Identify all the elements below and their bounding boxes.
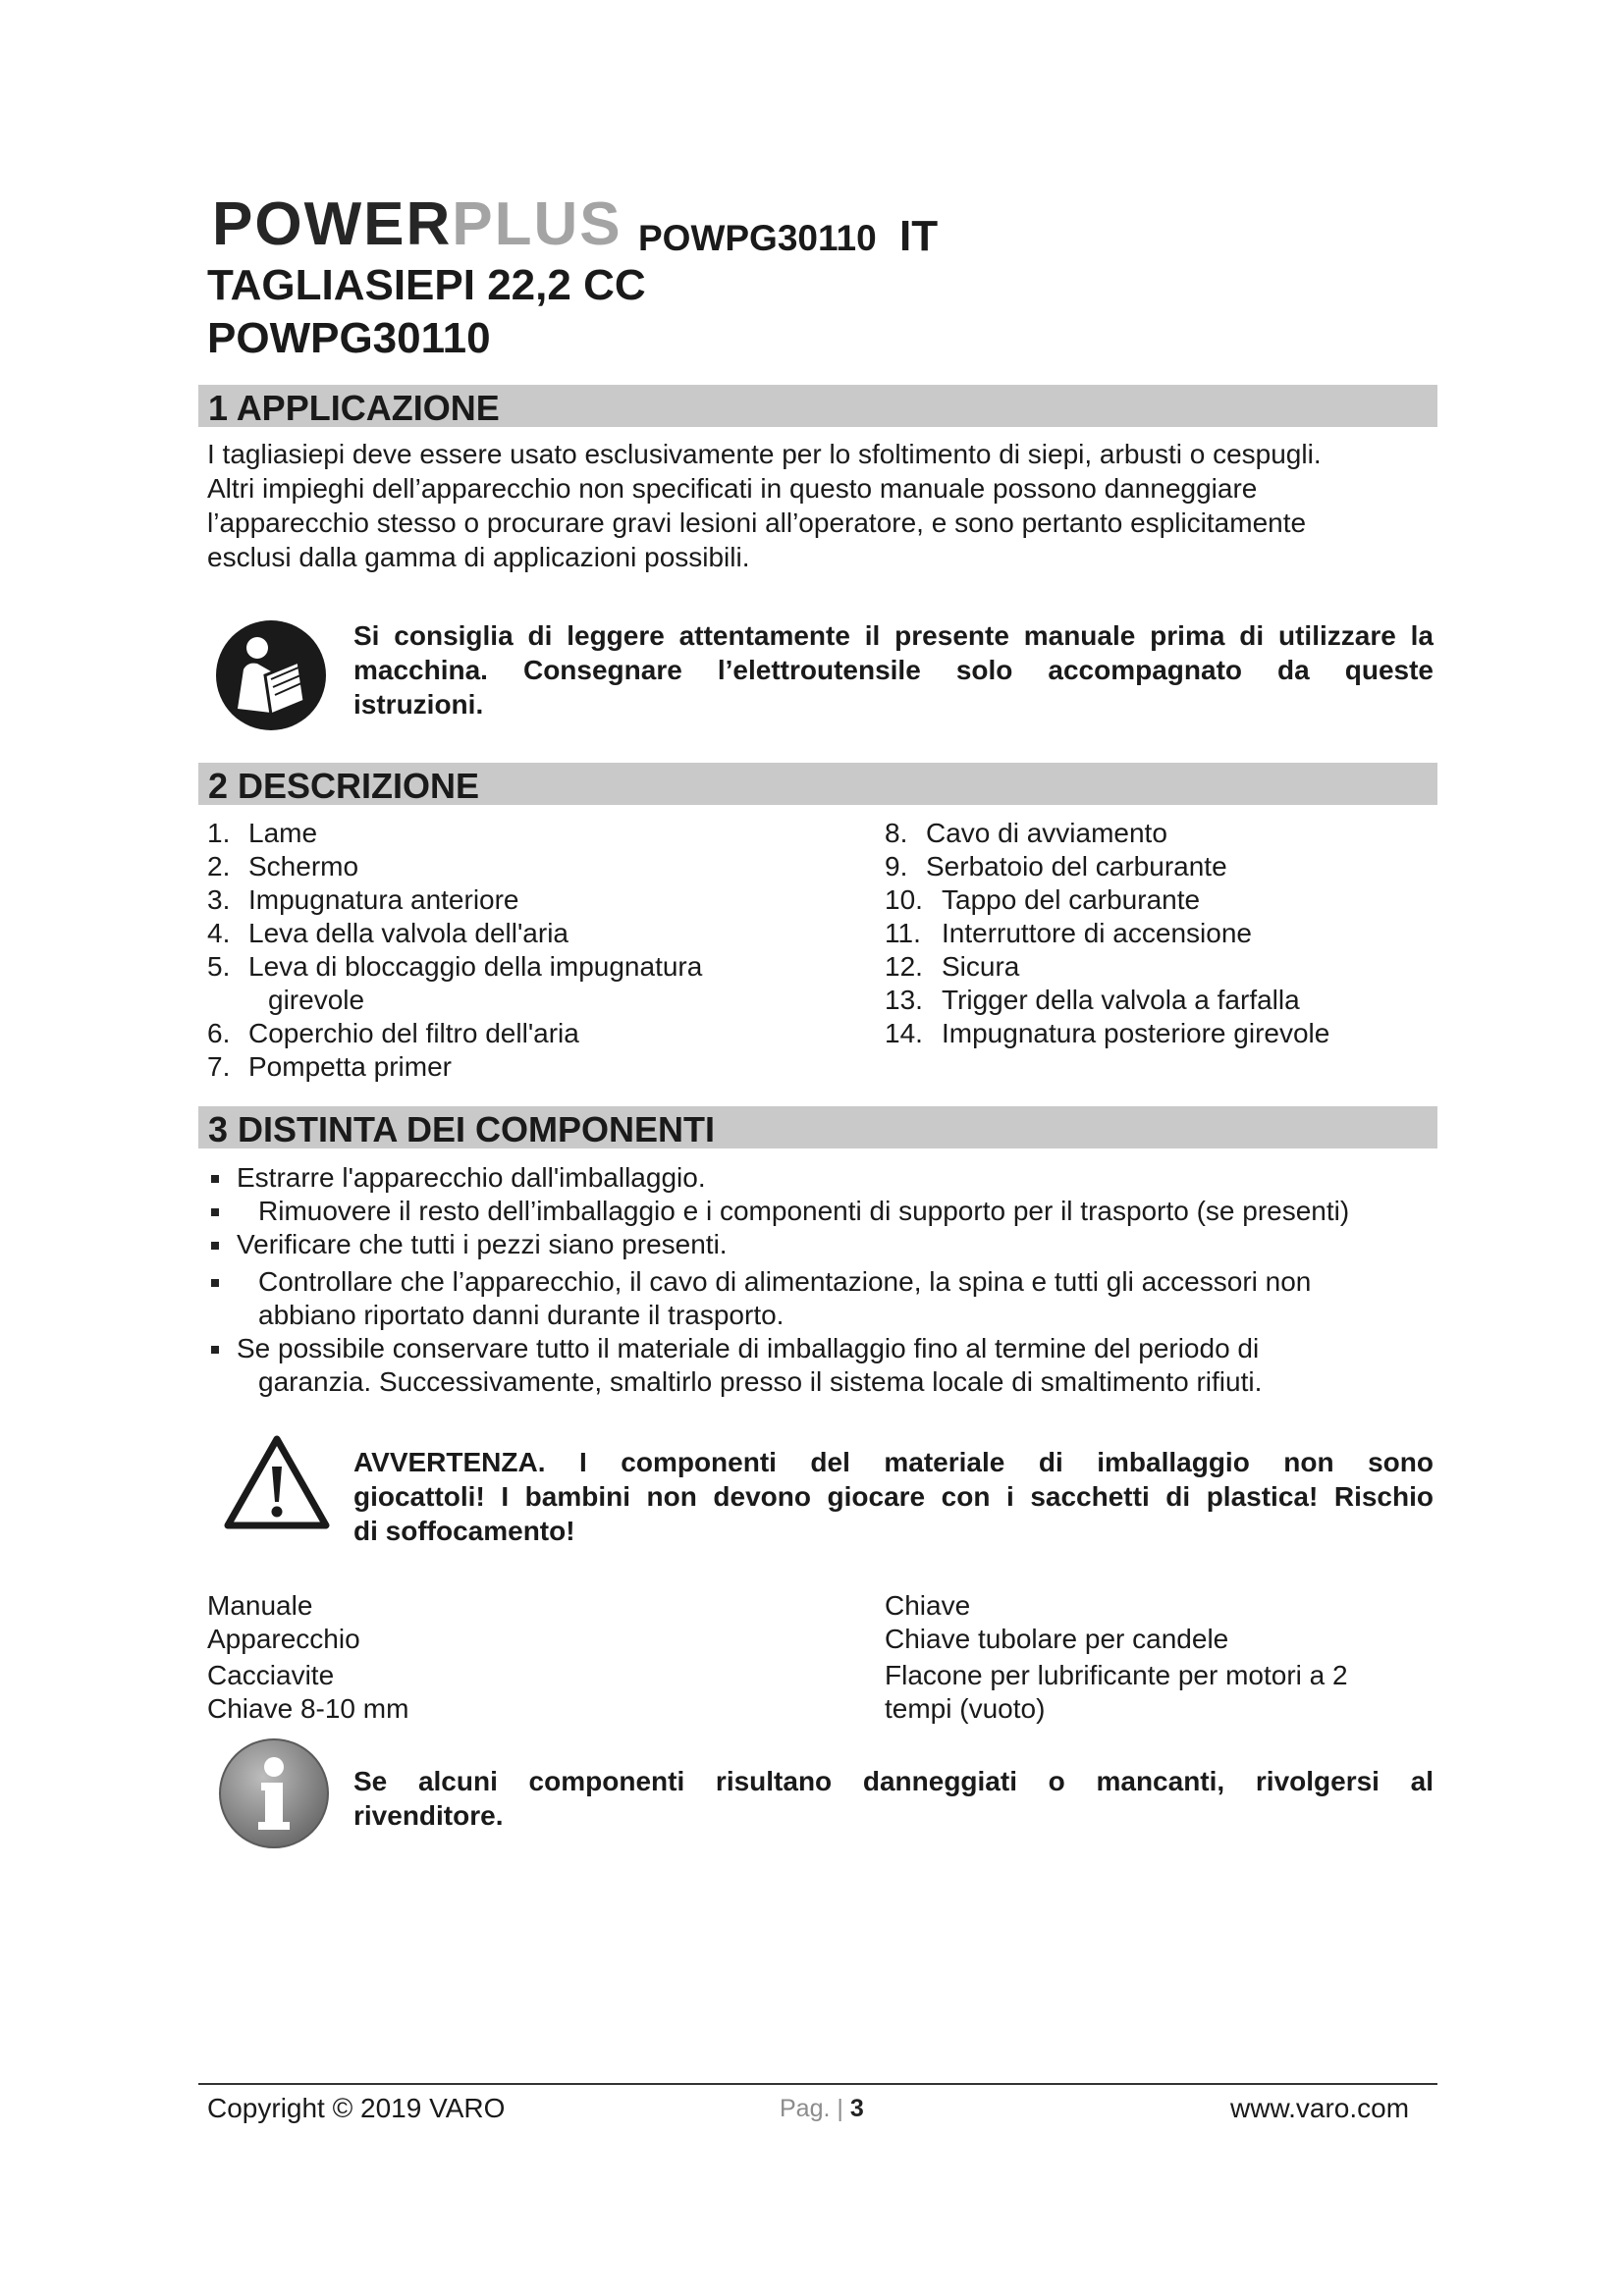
section-title: 3 DISTINTA DEI COMPONENTI xyxy=(208,1109,716,1149)
notice-line: Se alcuni componenti risultano danneggiati o mancanti, rivolgersi al xyxy=(353,1766,1434,1796)
notice-line: macchina. Consegnare l’elettroutensile solo accompagnato da queste xyxy=(353,655,1434,685)
component-item: tempi (vuoto) xyxy=(885,1693,1046,1724)
page-number: 3 xyxy=(849,2095,864,2122)
list-item: Verificare che tutti i pezzi siano presenti. xyxy=(207,1228,1444,1261)
notice-line: istruzioni. xyxy=(353,689,484,720)
component-item: Manuale xyxy=(207,1590,313,1621)
bullet-icon xyxy=(211,1279,219,1287)
components-left xyxy=(207,1589,408,1726)
footer-copyright: Copyright © 2019 VARO xyxy=(207,2093,506,2123)
packaging-warning xyxy=(353,1445,1434,1548)
footer-website: www.varo.com xyxy=(1230,2093,1410,2123)
list-item: 11. Interruttore di accensione xyxy=(885,918,1252,948)
language-code: IT xyxy=(899,212,939,260)
footer-page-number xyxy=(780,2095,864,2123)
notice-line: rivenditore. xyxy=(353,1800,504,1831)
component-item: Flacone per lubrificante per motori a 2 xyxy=(885,1660,1348,1690)
list-item-continuation: garanzia. Successivamente, smaltirlo presso il sistema locale di smaltimento rifiuti. xyxy=(258,1366,1263,1397)
list-item: Estrarre l'apparecchio dall'imballaggio. xyxy=(207,1161,1444,1195)
bullet-icon xyxy=(211,1346,219,1354)
bullet-icon xyxy=(211,1208,219,1216)
info-icon xyxy=(218,1737,330,1849)
list-item: 12. Sicura xyxy=(885,951,1020,982)
list-item: Controllare che l’apparecchio, il cavo di alimentazione, la spina e tutti gli accessori non xyxy=(207,1265,1444,1299)
list-item: 4. Leva della valvola dell'aria xyxy=(207,918,568,948)
list-item-continuation: abbiano riportato danni durante il trasporto. xyxy=(258,1300,785,1330)
list-item: 3. Impugnatura anteriore xyxy=(207,884,519,915)
section-heading-components xyxy=(198,1106,1437,1148)
description-list-left xyxy=(207,817,702,1084)
component-item: Chiave 8-10 mm xyxy=(207,1693,409,1724)
warning-line: di soffocamento! xyxy=(353,1516,575,1546)
unpacking-steps xyxy=(207,1161,1444,1399)
paragraph-line: I tagliasiepi deve essere usato esclusivamente per lo sfoltimento di siepi, arbusti o cespugli. xyxy=(207,439,1322,469)
model-code: POWPG30110 xyxy=(638,218,877,258)
warning-line: giocattoli! I bambini non devono giocare con i sacchetti di plastica! Rischio xyxy=(353,1481,1434,1512)
warning-triangle-icon xyxy=(222,1433,332,1531)
list-item: 10. Tappo del carburante xyxy=(885,884,1201,915)
list-item-continuation: girevole xyxy=(268,985,365,1015)
component-item: Chiave xyxy=(885,1590,971,1621)
section-title: 2 DESCRIZIONE xyxy=(208,766,480,806)
description-list-right xyxy=(885,817,1329,1050)
application-paragraph xyxy=(207,437,1435,574)
footer-divider xyxy=(198,2083,1437,2085)
section-heading-application xyxy=(198,385,1437,427)
component-item: Apparecchio xyxy=(207,1624,360,1654)
paragraph-line: Altri impieghi dell’apparecchio non specificati in questo manuale possono danneggiare xyxy=(207,473,1258,504)
list-item: 9. Serbatoio del carburante xyxy=(885,851,1227,881)
read-manual-icon xyxy=(214,618,328,732)
list-item: Se possibile conservare tutto il materiale di imballaggio fino al termine del periodo di xyxy=(207,1332,1444,1365)
warning-line: AVVERTENZA. I componenti del materiale di imballaggio non sono xyxy=(353,1447,1434,1477)
list-item: Rimuovere il resto dell’imballaggio e i componenti di supporto per il trasporto (se presenti) xyxy=(207,1195,1444,1228)
read-manual-notice xyxy=(353,618,1434,721)
missing-parts-notice xyxy=(353,1764,1434,1833)
paragraph-line: esclusi dalla gamma di applicazioni possibili. xyxy=(207,542,750,572)
list-item: 1. Lame xyxy=(207,818,318,848)
product-model: POWPG30110 xyxy=(207,314,491,362)
logo-text-plus: PLUS xyxy=(452,190,623,258)
list-item: 2. Schermo xyxy=(207,851,359,881)
section-title: 1 APPLICAZIONE xyxy=(208,388,500,428)
page-label: Pag. | xyxy=(780,2095,850,2122)
list-item: 8. Cavo di avviamento xyxy=(885,818,1167,848)
section-heading-description xyxy=(198,763,1437,805)
list-item: 5. Leva di bloccaggio della impugnatura xyxy=(207,951,703,982)
component-item: Chiave tubolare per candele xyxy=(885,1624,1229,1654)
notice-line: Si consiglia di leggere attentamente il presente manuale prima di utilizzare la xyxy=(353,620,1434,651)
components-right xyxy=(885,1589,1348,1726)
product-title: TAGLIASIEPI 22,2 CC xyxy=(207,261,646,309)
list-item: 13. Trigger della valvola a farfalla xyxy=(885,985,1300,1015)
logo-text-power: POWER xyxy=(212,190,453,258)
paragraph-line: l’apparecchio stesso o procurare gravi lesioni all’operatore, e sono pertanto esplicitamente xyxy=(207,507,1307,538)
list-item: 7. Pompetta primer xyxy=(207,1051,452,1082)
bullet-icon xyxy=(211,1175,219,1183)
list-item: 6. Coperchio del filtro dell'aria xyxy=(207,1018,579,1048)
brand-logo xyxy=(212,190,623,258)
component-item: Cacciavite xyxy=(207,1660,335,1690)
list-item: 14. Impugnatura posteriore girevole xyxy=(885,1018,1330,1048)
bullet-icon xyxy=(211,1242,219,1250)
